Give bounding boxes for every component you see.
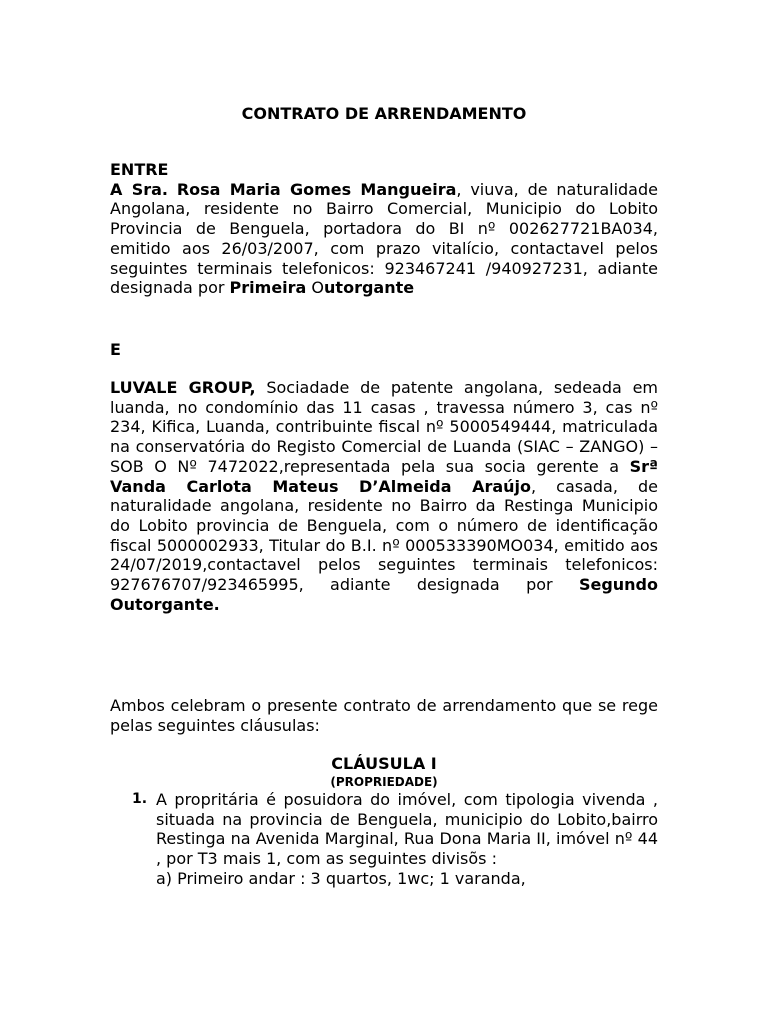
party1-role-part1: Primeira (229, 278, 307, 298)
party2-details-2: , casada, de naturalidade angolana, residente no Bairro da Restinga Municipio do Lobito provincia de Benguela, com o número de identificação fiscal 5000002933, Titular do B.I. nº 000533390MO034, emitido aos 24/07/2019,contactavel pelos seguintes terminais telefonicos: 927676707/923465995, adiante designada por (110, 476, 658, 595)
party2-representative: Srª Vanda Carlota Mateus D’Almeida Araújo (110, 456, 658, 496)
item-sub-a: a) Primeiro andar : 3 quartos, 1wc; 1 varanda, (156, 868, 526, 888)
party2-name: LUVALE GROUP, (110, 378, 256, 397)
party1-details: , viuva, de naturalidade Angolana, residente no Bairro Comercial, Municipio do Lobito Provincia de Benguela, portadora do BI nº 002627721BA034, emitido aos 26/03/2007, com prazo vitalício, contactavel pelos seguintes terminais telefonicos: 923467241 /940927231, adiante designada por (110, 179, 658, 298)
clause1-title: CLÁUSULA I (331, 754, 437, 773)
party1-section (110, 160, 658, 298)
party1-paragraph (110, 180, 658, 298)
document-title: CONTRATO DE ARRENDAMENTO (241, 104, 527, 123)
party1-role-part2: O (306, 278, 325, 298)
item-number: 1. (132, 791, 148, 807)
between-label: ENTRE (110, 160, 169, 179)
party1-honorific: A Sra. (110, 179, 168, 199)
intro-paragraph: Ambos celebram o presente contrato de arrendamento que se rege pelas seguintes cláusulas: (110, 696, 658, 735)
party1-name: Rosa Maria Gomes Mangueira (176, 179, 457, 199)
clause1-item-1 (132, 790, 658, 889)
party1-role-part3: utorgante (324, 278, 415, 298)
clause1-subtitle: (PROPRIEDADE) (330, 775, 438, 789)
party2-paragraph (110, 378, 658, 614)
party2-details-1: Sociadade de patente angolana, sedeada em luanda, no condomínio das 11 casas , travessa número 3, cas nº 234, Kifica, Luanda, contribuinte fiscal nº 5000549444, matriculada na conservatória do Registo Comercial de Luanda (SIAC – ZANGO) – SOB O Nº 7472022,representada pela sua socia gerente a (110, 378, 659, 476)
party2-role: Segundo Outorgante. (110, 575, 658, 614)
item-text: A propritária é posuidora do imóvel, com tipologia vivenda , situada na provincia de Benguela, municipio do Lobito,bairro Restinga na Avenida Marginal, Rua Dona Maria II, imóvel nº 44 , por T3 mais 1, com as seguintes divisõs : (156, 790, 658, 869)
and-label: E (110, 340, 121, 359)
